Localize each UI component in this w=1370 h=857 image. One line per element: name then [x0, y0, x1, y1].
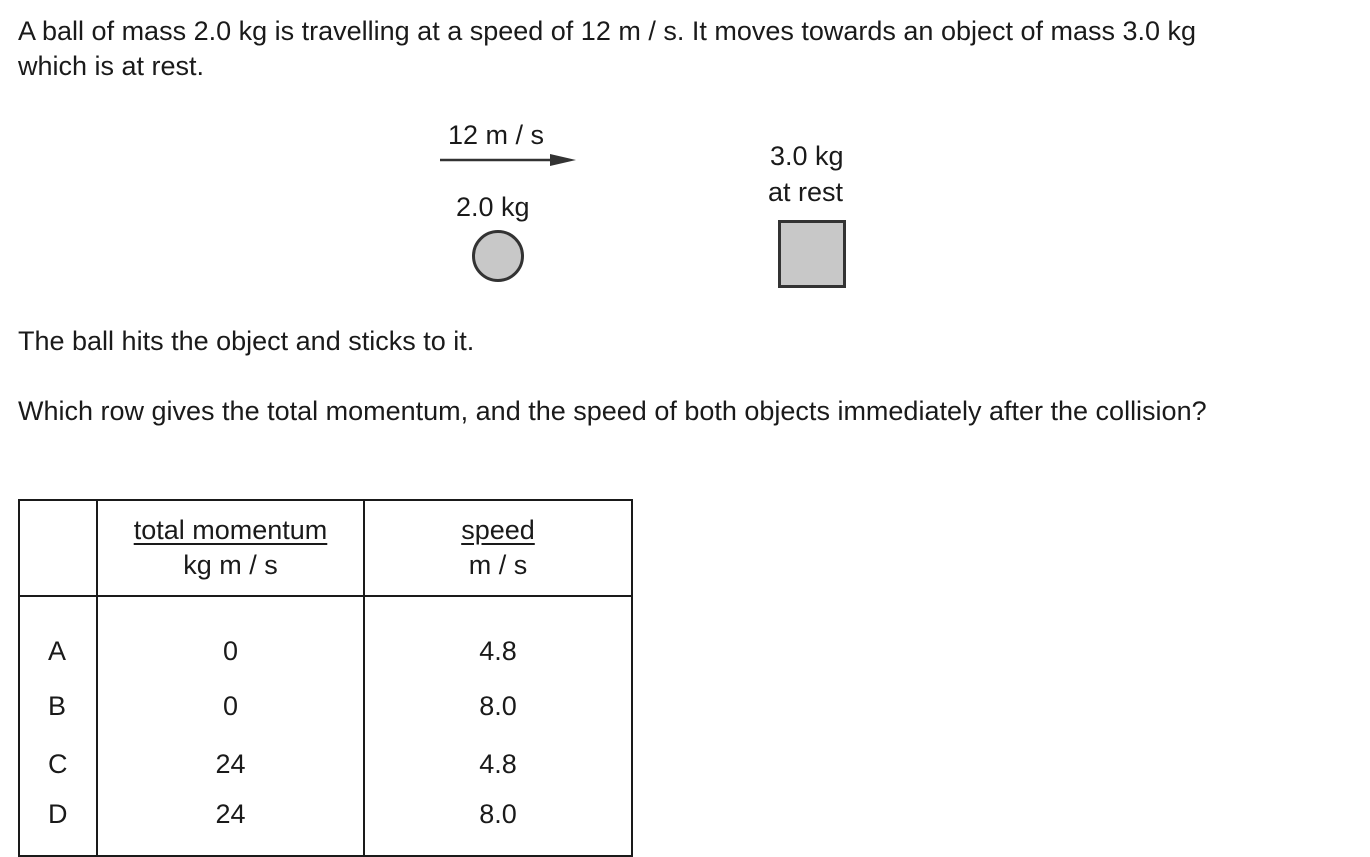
header-speed [364, 500, 632, 596]
header-momentum-unit: kg m / s [183, 550, 278, 580]
momentum-value: 0 [97, 677, 364, 735]
ball [472, 230, 524, 282]
header-momentum [97, 500, 364, 596]
speed-value: 8.0 [364, 793, 632, 856]
header-option-cell [19, 500, 97, 596]
option-letter: D [19, 793, 97, 856]
answer-table [18, 499, 633, 857]
speed-value: 4.8 [364, 596, 632, 677]
header-speed-title: speed [461, 515, 535, 545]
option-letter: A [19, 596, 97, 677]
table-header-row [19, 500, 632, 596]
question-intro-line1: A ball of mass 2.0 kg is travelling at a speed of 12 m / s. It moves towards an object of mass 3.0 kg [18, 16, 1197, 46]
object-mass-label: 3.0 kg [770, 141, 844, 171]
object-at-rest [778, 220, 846, 288]
table-row [19, 596, 632, 677]
table-row [19, 735, 632, 793]
object-state-label: at rest [768, 177, 844, 207]
ball-mass-label: 2.0 kg [456, 192, 530, 222]
speed-value: 8.0 [364, 677, 632, 735]
table-row [19, 677, 632, 735]
header-speed-unit: m / s [468, 550, 528, 580]
header-momentum-title: total momentum [133, 515, 328, 545]
question-prompt: Which row gives the total momentum, and the speed of both objects immediately after the collision? [18, 396, 1207, 426]
momentum-value: 0 [97, 596, 364, 677]
velocity-arrow-icon [440, 152, 576, 168]
momentum-value: 24 [97, 735, 364, 793]
velocity-label: 12 m / s [448, 120, 545, 150]
collision-text: The ball hits the object and sticks to it. [18, 326, 475, 356]
momentum-value: 24 [97, 793, 364, 856]
speed-value: 4.8 [364, 735, 632, 793]
question-intro-line2: which is at rest. [18, 51, 205, 81]
option-letter: B [19, 677, 97, 735]
option-letter: C [19, 735, 97, 793]
question-intro [18, 14, 1336, 84]
